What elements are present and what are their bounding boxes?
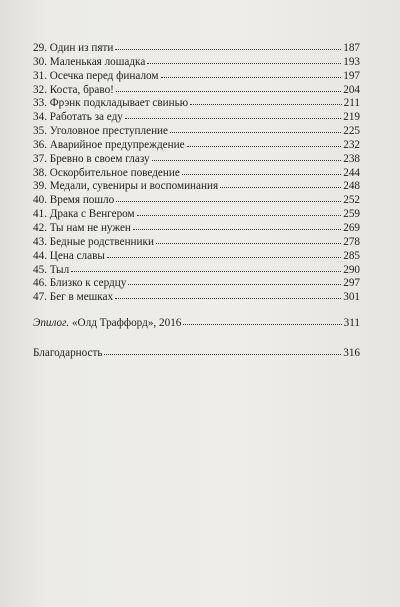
toc-entry-title: 45. Тыл (33, 263, 70, 276)
toc-entry-title: 32. Коста, браво! (33, 83, 114, 96)
toc-entry-title: 38. Оскорбительное поведение (33, 166, 180, 179)
toc-entry-title: 46. Близко к сердцу (33, 277, 127, 290)
dot-leader (116, 201, 341, 202)
dot-leader (190, 104, 342, 105)
toc-entry-title: 37. Бревно в своем глазу (33, 152, 150, 165)
toc-entry (33, 153, 360, 167)
toc-entry-title: 36. Аварийное предупреждение (33, 138, 185, 151)
toc-entry (33, 97, 360, 111)
toc-entry (33, 167, 360, 181)
toc-entry (33, 56, 360, 70)
toc-entry (33, 84, 360, 98)
toc-entry-page: 278 (343, 235, 360, 248)
dot-leader (183, 324, 341, 325)
epilogue-title (33, 317, 181, 331)
table-of-contents (33, 42, 360, 359)
toc-entry (33, 139, 360, 153)
toc-entry-page: 219 (343, 111, 360, 124)
toc-entry-epilogue (33, 317, 360, 331)
toc-entry-title: 42. Ты нам не нужен (33, 221, 131, 234)
dot-leader (170, 132, 341, 133)
toc-entry-page: 187 (343, 42, 360, 54)
toc-entry (33, 291, 360, 305)
toc-entry-page: 285 (343, 249, 360, 262)
toc-entry-title: 44. Цена славы (33, 249, 105, 262)
toc-entry (33, 264, 360, 278)
toc-entry-page: 297 (343, 277, 360, 290)
toc-entry-page: 225 (343, 125, 360, 138)
dot-leader (116, 91, 341, 92)
epilogue-prefix: Эпилог. (33, 317, 70, 329)
toc-entry-title: 31. Осечка перед финалом (33, 69, 159, 82)
toc-entry-title: 43. Бедные родственники (33, 235, 154, 248)
toc-entry-title: 34. Работать за еду (33, 111, 123, 124)
dot-leader (133, 229, 341, 230)
dot-leader (71, 271, 341, 272)
toc-entry-page: 244 (343, 166, 360, 179)
toc-entry-title: 47. Бег в мешках (33, 291, 114, 304)
toc-entry-page: 248 (343, 180, 360, 193)
dot-leader (147, 63, 341, 64)
toc-entry (33, 277, 360, 291)
toc-entry-title: 35. Уголовное преступление (33, 125, 169, 138)
toc-entry (33, 180, 360, 194)
toc-entry-title: 41. Драка с Венгером (33, 208, 135, 221)
toc-entry-page: 301 (343, 291, 360, 304)
toc-entry-page: 204 (343, 83, 360, 96)
toc-entry-page: 211 (343, 97, 360, 110)
dot-leader (156, 243, 341, 244)
dot-leader (137, 215, 342, 216)
toc-entry (33, 125, 360, 139)
toc-entry-page: 232 (343, 138, 360, 151)
toc-entry-title: 29. Один из пяти (33, 42, 114, 54)
acknowledgements-title: Благодарность (33, 347, 103, 359)
toc-entry-page: 259 (343, 208, 360, 221)
dot-leader (161, 77, 342, 78)
toc-entry (33, 250, 360, 264)
dot-leader (220, 187, 341, 188)
bleed-through-text (0, 368, 400, 379)
toc-entry (33, 208, 360, 222)
dot-leader (107, 257, 341, 258)
toc-entry (33, 70, 360, 84)
dot-leader (104, 354, 341, 355)
toc-entry-page: 290 (343, 263, 360, 276)
epilogue-page: 311 (343, 317, 360, 329)
toc-entry (33, 111, 360, 125)
dot-leader (152, 160, 342, 161)
dot-leader (115, 298, 341, 299)
toc-entry-title: 39. Медали, сувениры и воспоминания (33, 180, 219, 193)
epilogue-name: «Олд Траффорд», 2016 (69, 317, 182, 329)
toc-entry-title: 33. Фрэнк подкладывает свинью (33, 97, 189, 110)
toc-entry-title: 30. Маленькая лошадка (33, 55, 146, 68)
toc-entry (33, 194, 360, 208)
dot-leader (115, 49, 341, 50)
dot-leader (128, 284, 341, 285)
dot-leader (182, 174, 341, 175)
toc-entry-page: 197 (343, 69, 360, 82)
toc-entry-page: 269 (343, 221, 360, 234)
acknowledgements-page: 316 (343, 347, 360, 359)
toc-entry-page: 238 (343, 152, 360, 165)
dot-leader (125, 118, 341, 119)
toc-entry-page: 193 (343, 55, 360, 68)
toc-entry (33, 42, 360, 56)
toc-entry-acknowledgements (33, 347, 360, 361)
toc-entry-page: 252 (343, 194, 360, 207)
toc-entry (33, 222, 360, 236)
toc-entry-title: 40. Время пошло (33, 194, 115, 207)
dot-leader (187, 146, 342, 147)
toc-entry (33, 236, 360, 250)
